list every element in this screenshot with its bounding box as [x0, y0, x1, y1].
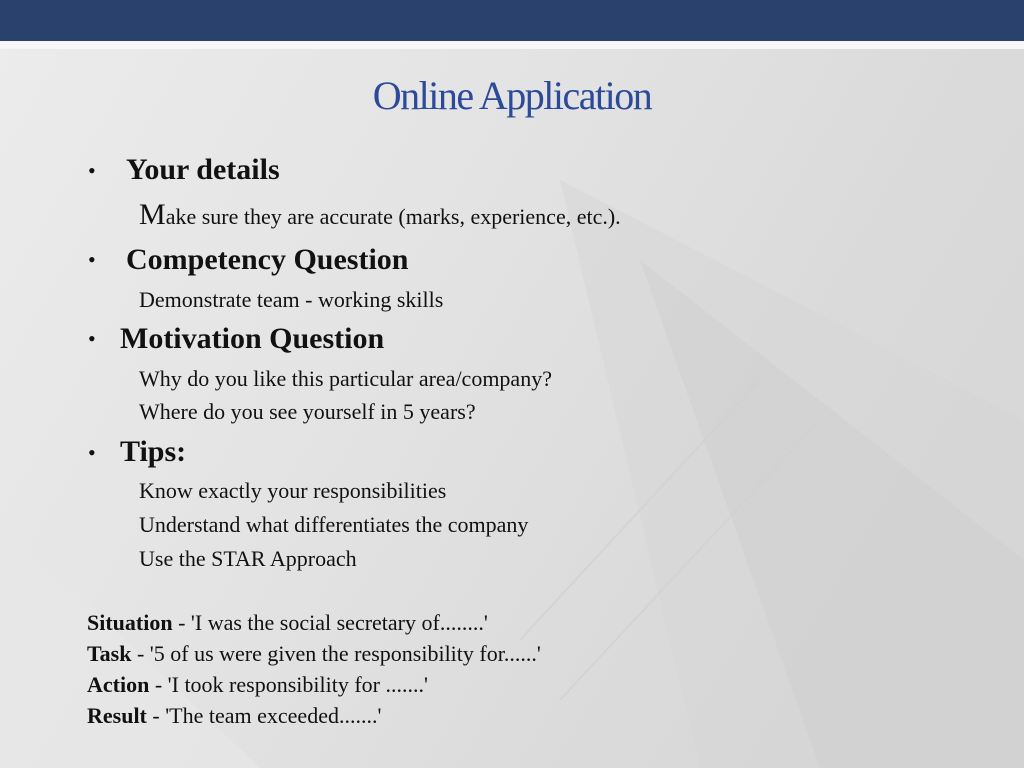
section-item: Understand what differentiates the company	[139, 512, 529, 537]
section-item: Why do you like this particular area/company?	[139, 366, 552, 391]
star-term: Result	[87, 703, 147, 728]
star-text: - '5 of us were given the responsibility for......'	[131, 641, 541, 666]
section-heading-tips: Tips:	[120, 435, 187, 468]
section-heading-competency-question: Competency Question	[126, 243, 409, 276]
section-heading-your-details: Your details	[126, 153, 280, 186]
drop-cap-letter: M	[139, 198, 166, 231]
section-item	[139, 198, 621, 231]
section-item: Use the STAR Approach	[139, 546, 357, 571]
slide-title: Online Application	[372, 73, 652, 118]
bullet-icon: •	[88, 440, 96, 465]
bullet-icon: •	[88, 326, 96, 351]
star-term: Situation	[87, 610, 173, 635]
star-line-task	[87, 641, 541, 667]
star-term: Action	[87, 672, 150, 697]
bullet-icon: •	[88, 158, 96, 183]
section-item: Demonstrate team - working skills	[139, 287, 444, 312]
star-line-situation	[87, 610, 488, 636]
star-text: - 'The team exceeded.......'	[146, 703, 382, 728]
star-term: Task	[87, 641, 132, 666]
star-line-result	[87, 703, 381, 729]
section-item: Know exactly your responsibilities	[139, 478, 447, 503]
star-text: - 'I took responsibility for .......'	[149, 672, 428, 697]
section-item: Where do you see yourself in 5 years?	[139, 399, 476, 424]
bullet-icon: •	[88, 247, 96, 272]
star-line-action	[87, 672, 428, 698]
section-heading-motivation-question: Motivation Question	[120, 322, 385, 355]
star-text: - 'I was the social secretary of........'	[172, 610, 488, 635]
section-item-text: ake sure they are accurate (marks, experience, etc.).	[165, 204, 621, 229]
